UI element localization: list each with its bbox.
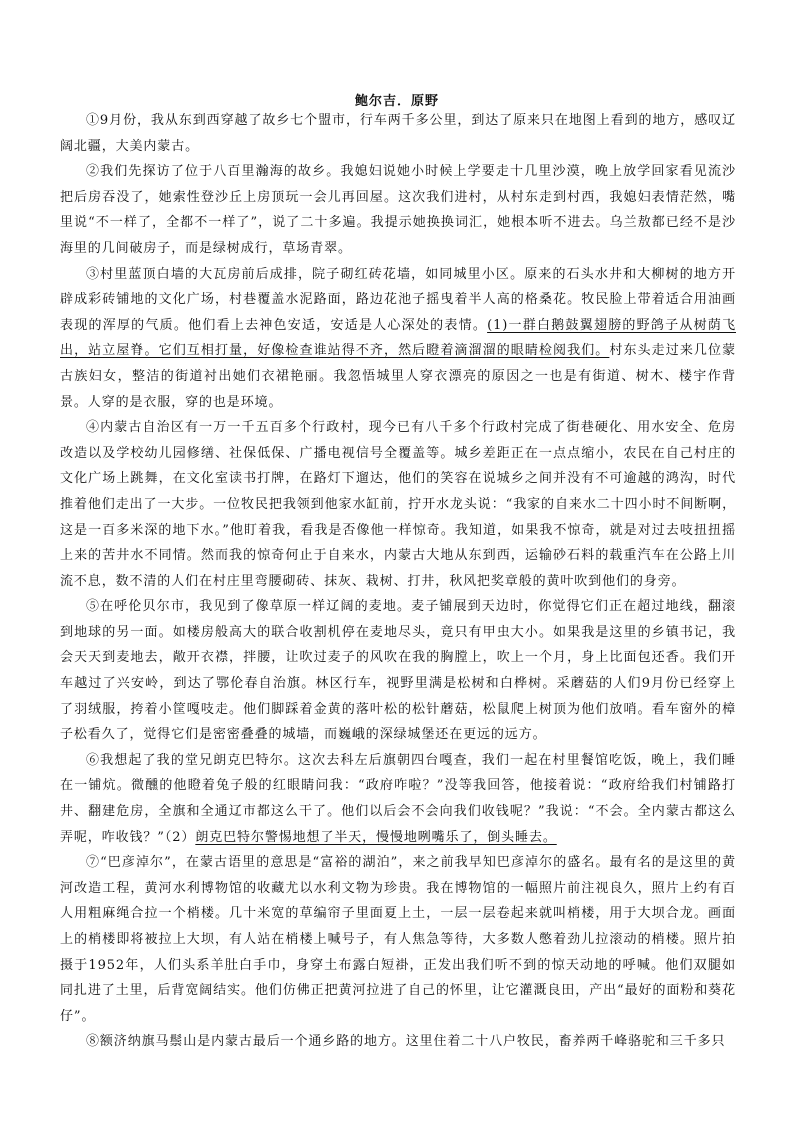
document-body xyxy=(60,108,736,1055)
paragraph-text: ⑤在呼伦贝尔市，我见到了像草原一样辽阔的麦地。麦子铺展到天边时，你觉得它们正在超过地线，翻滚到地球的另一面。如楼房般高大的联合收割机停在麦地尽头，竟只有甲虫大小。如果我是这里的乡镇书记，我会天天到麦地去，敞开衣襟，拌腰，让吹过麦子的风吹在我的胸膛上，吹上一个月，身上比面包还香。我们开车越过了兴安岭，到达了鄂伦春自治旗。林区行车，视野里满是松树和白桦树。采蘑菇的人们9月份已经穿上了羽绒服，挎着小筐嘎吱走。他们脚踩着金黄的落叶松的松针蘑菇，松鼠爬上树顶为他们放哨。看车窗外的樟子松看久了，觉得它们是密密叠叠的城墙，而巍峨的深绿城堡还在更远的远方。 xyxy=(60,599,736,743)
paragraph-text: ⑧额济纳旗马鬃山是内蒙古最后一个通乡路的地方。这里住着二十八户牧民，畜养两千峰骆驼和三千多只 xyxy=(86,1034,726,1050)
paragraph-5 xyxy=(60,594,736,748)
paragraph-4 xyxy=(60,415,736,594)
paragraph-text: 村东头走过来几位蒙古族妇女，整洁的街道衬出她们衣裙艳丽。我忽悟城里人穿衣漂亮的原因之一也是有街道、树木、楼宇作背景。人穿的是衣服，穿的也是环境。 xyxy=(60,343,736,410)
paragraph-text: ②我们先探访了位于八百里瀚海的故乡。我媳妇说她小时候上学要走十几里沙漠，晚上放学回家看见流沙把后房吞没了，她索性登沙丘上房顶玩一会儿再回屋。这次我们进村，从村东走到村西，我媳妇表情茫然，嘴里说“不一样了，全都不一样了”，说了二十多遍。我提示她换换词汇，她根本听不进去。乌兰敖都已经不是沙海里的几间破房子，而是绿树成行，草场青翠。 xyxy=(60,164,736,256)
underlined-sentence-1: (1)一群白鹅鼓翼翅膀的野鸽子从树荫飞出，站立屋脊。它们互相打量，好像检查谁站得不齐，然后瞪着滴溜溜的眼睛检阅我们。 xyxy=(60,317,736,359)
paragraph-2 xyxy=(60,159,736,261)
paragraph-8 xyxy=(60,1029,736,1055)
paragraph-text: ④内蒙古自治区有一万一千五百多个行政村，现今已有八千多个行政村完成了街巷硬化、用水安全、危房改造以及学校幼儿园修缮、社保低保、广播电视信号全覆盖等。城乡差距正在一点点缩小，农民在自己村庄的文化广场上跳舞，在文化室读书打牌，在路灯下遛达，他们的笑容在说城乡之间并没有不可逾越的鸿沟，时代推着他们走出了一大步。一位牧民把我领到他家水缸前，拧开水龙头说：“我家的自来水二十四小时不间断啊，这是一百多米深的地下水。”他盯着我，看我是否像他一样惊奇。我知道，如果我不惊奇，就是对过去吱扭扭摇上来的苦井水不同情。然而我的惊奇何止于自来水，内蒙古大地从东到西，运输砂石料的载重汽车在公路上川流不息，数不清的人们在村庄里弯腰砌砖、抹灰、栽树、打井，秋风把奖章般的黄叶吹到他们的身旁。 xyxy=(60,420,736,589)
underlined-sentence-2: 朗克巴特尔警惕地想了半天，慢慢地咧嘴乐了，倒头睡去。 xyxy=(195,829,557,845)
paragraph-3 xyxy=(60,262,736,416)
paragraph-text: ③村里蓝顶白墙的大瓦房前后成排，院子砌红砖花墙，如同城里小区。原来的石头水井和大柳树的地方开辟成彩砖铺地的文化广场，村巷覆盖水泥路面，路边花池子摇曳着半人高的格桑花。牧民脸上带着适合用油画表现的浑厚的气质。他们看上去神色安适，安适是人心深处的表情。 xyxy=(60,266,736,333)
paragraph-text: ①9月份，我从东到西穿越了故乡七个盟市，行车两千多公里，到达了原来只在地图上看到的地方，感叹辽阔北疆，大美内蒙古。 xyxy=(60,113,736,154)
paragraph-6 xyxy=(60,748,736,850)
document-title: 鲍尔吉．原野 xyxy=(354,94,439,109)
paragraph-7 xyxy=(60,850,736,1029)
paragraph-text: ⑥我想起了我的堂兄朗克巴特尔。这次去科左后旗朝四台嘎查，我们一起在村里餐馆吃饭，晚上，我们睡在一铺炕。微醺的他瞪着兔子般的红眼睛问我：“政府咋啦？”没等我回答，他接着说：“政府给我们村铺路打井、翻建危房，全旗和全通辽市都这么干了。他们以后会不会向我们收钱呢？”我说：“不会。全内蒙古都这么弄呢，咋收钱？” xyxy=(60,752,736,845)
paragraph-text: ⑦“巴彦淖尔”，在蒙古语里的意思是“富裕的湖泊”，来之前我早知巴彦淖尔的盛名。最有名的是这里的黄河改造工程，黄河水利博物馆的收藏尤以水利文物为珍贵。我在博物馆的一幅照片前注视良久，照片上约有百人用粗麻绳合拉一个梢楼。几十米宽的草编帘子里面夏上土，一层一层卷起来就叫梢楼，用于大坝合龙。画面上的梢楼即将被拉上大坝，有人站在梢楼上喊号子，有人焦急等待，大多数人憋着劲儿拉滚动的梢楼。照片拍摄于1952年，人们头系羊肚白手巾，身穿土布露白短褂，正发出我们听不到的惊天动地的呼喊。他们双腿如同扎进了土里，后背宽阔结实。他们仿佛正把黄河拉进了自己的怀里，让它灌溉良田，产出“最好的面粉和葵花仔”。 xyxy=(60,855,736,1024)
paragraph-1 xyxy=(60,108,736,159)
question-marker: （2） xyxy=(164,829,196,845)
